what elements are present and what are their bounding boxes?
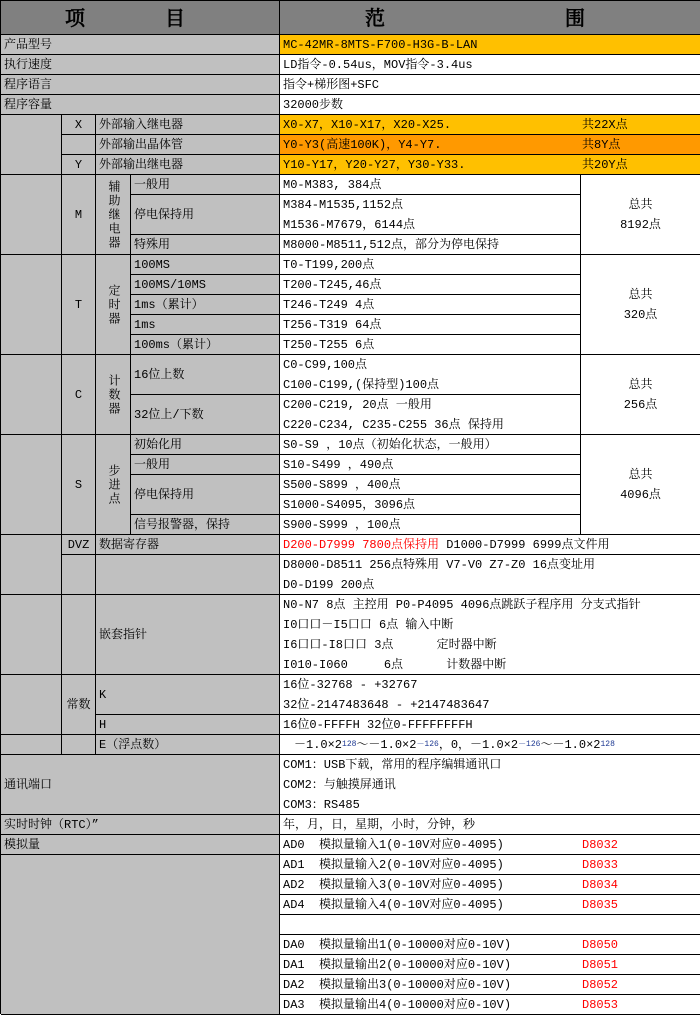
c-group-cell: [1, 355, 62, 435]
t-item-value: T0-T199,200点: [280, 255, 581, 275]
s-item-label: 初始化用: [131, 435, 280, 455]
analog-address: D8032: [582, 837, 619, 852]
header-range: [280, 1, 700, 35]
s-item-label: 信号报警器，保持: [131, 515, 280, 535]
yt-value: [280, 135, 700, 155]
y-total: 共20Y点: [582, 157, 628, 172]
d-value-2: D8000-D8511 256点特殊用 V7-V0 Z7-Z0 16点变址用 D0-D199 200点: [280, 555, 700, 595]
analog-address: D8050: [582, 937, 619, 952]
language-label: 程序语言: [1, 75, 280, 95]
c-group-label: 计数器: [106, 373, 120, 416]
t-group-cell: [1, 255, 62, 355]
io-group-cell: [1, 115, 62, 175]
const-e-label: E（浮点数）: [96, 735, 280, 755]
header-item-label: 项 目: [65, 5, 215, 30]
comm-label: 通讯端口: [1, 755, 280, 815]
analog-label: 模拟量: [1, 835, 280, 855]
t-item-label: 1ms（累计）: [131, 295, 280, 315]
x-code: X: [62, 115, 96, 135]
t-group: [96, 255, 131, 355]
model-label: 产品型号: [1, 35, 280, 55]
y-value: [280, 155, 700, 175]
yt-code: [62, 135, 96, 155]
m-item-value: M0-M383, 384点: [280, 175, 581, 195]
m-group: [96, 175, 131, 255]
const-e-value: －1.0×2 128 ～－1.0×2 －126 ，0，－1.0×2 －126 ～－1.0×2 128: [280, 735, 700, 755]
s-item-label: 一般用: [131, 455, 280, 475]
analog-address: D8033: [582, 857, 619, 872]
const-h-label: H: [96, 715, 280, 735]
c-item-label: 32位上/下数: [131, 395, 280, 435]
header-range-label: 范 围: [365, 5, 615, 30]
pointer-group-cell: [1, 595, 62, 675]
m-item-value: M384-M1535,1152点 M1536-M7679，6144点: [280, 195, 581, 235]
t-item-value: T250-T255 6点: [280, 335, 581, 355]
t-item-label: 100MS: [131, 255, 280, 275]
m-item-label: 特殊用: [131, 235, 280, 255]
analog-address: D8053: [582, 997, 619, 1012]
model-value: MC-42MR-8MTS-F700-H3G-B-LAN: [280, 35, 700, 55]
t-code: T: [62, 255, 96, 355]
d-code: DVZ: [62, 535, 96, 555]
c-item-value: C0-C99,100点 C100-C199,(保持型)100点: [280, 355, 581, 395]
rtc-label: 实时时钟（RTC）”: [1, 815, 280, 835]
const-k-value: 16位-32768 - +32767 32位-2147483648 - +2147483647: [280, 675, 700, 715]
s-item-value: S500-S899 ，400点: [280, 475, 581, 495]
pointer-label: 嵌套指针: [96, 595, 280, 675]
const-e-group-cell: [1, 735, 62, 755]
const-h-value: 16位0-FFFFH 32位0-FFFFFFFFH: [280, 715, 700, 735]
rtc-value: 年，月，日，星期，小时，分钟，秒: [280, 815, 700, 835]
speed-label: 执行速度: [1, 55, 280, 75]
comm-value: COM1：USB下载，常用的程序编辑通讯口 COM2：与触摸屏通讯 COM3：RS485: [280, 755, 700, 815]
m-code: M: [62, 175, 96, 255]
analog-address: D8034: [582, 877, 619, 892]
capacity-label: 程序容量: [1, 95, 280, 115]
analog-row-empty: [280, 915, 700, 935]
c-total: 总共 256点: [581, 355, 700, 435]
analog-row: DA2 模拟量输出3(0-10000对应0-10V) D8052: [280, 975, 700, 995]
t-item-label: 100ms（累计）: [131, 335, 280, 355]
d-label: 数据寄存器: [96, 535, 280, 555]
pointer-value: N0-N7 8点 主控用 P0-P4095 4096点跳跃子程序用 分支式指针 I0口口－I5口口 6点 输入中断 I6口口-I8口口 3点 定时器中断 I010-I060 6点 计数器中断: [280, 595, 700, 675]
s-group-label: 步进点: [106, 463, 120, 506]
analog-address: D8035: [582, 897, 619, 912]
analog-row: DA3 模拟量输出4(0-10000对应0-10V) D8053: [280, 995, 700, 1015]
t-item-value: T246-T249 4点: [280, 295, 581, 315]
analog-row: AD1 模拟量输入2(0-10V对应0-4095) D8033: [280, 855, 700, 875]
const-group-cell: [1, 675, 62, 735]
c-group: [96, 355, 131, 435]
yt-label: 外部输出晶体管: [96, 135, 280, 155]
const-group: 常数: [62, 675, 96, 735]
s-item-value: S0-S9 ，10点（初始化状态，一般用）: [280, 435, 581, 455]
s-item-value: S1000-S4095，3096点: [280, 495, 581, 515]
analog-address: D8051: [582, 957, 619, 972]
s-code: S: [62, 435, 96, 535]
header-item: [1, 1, 280, 35]
x-label: 外部输入继电器: [96, 115, 280, 135]
m-item-value: M8000-M8511,512点，部分为停电保持: [280, 235, 581, 255]
m-group-label: 辅助继电器: [106, 179, 120, 250]
c-code: C: [62, 355, 96, 435]
d-retentive-range: D200-D7999 7800点保持用: [283, 537, 440, 552]
analog-row: DA0 模拟量输出1(0-10000对应0-10V) D8050: [280, 935, 700, 955]
s-group: [96, 435, 131, 535]
t-group-label: 定时器: [106, 283, 120, 326]
x-value: [280, 115, 700, 135]
d-value-1: [280, 535, 700, 555]
y-range: Y10-Y17，Y20-Y27，Y30-Y33.: [283, 157, 466, 172]
x-range: X0-X7，X10-X17，X20-X25.: [283, 117, 452, 132]
analog-label-filler: [1, 855, 280, 1015]
s-item-label: 停电保持用: [131, 475, 280, 515]
speed-value: LD指令-0.54us，MOV指令-3.4us: [280, 55, 700, 75]
s-item-value: S10-S499 ，490点: [280, 455, 581, 475]
s-total: 总共 4096点: [581, 435, 700, 535]
y-label: 外部输出继电器: [96, 155, 280, 175]
t-item-value: T200-T245,46点: [280, 275, 581, 295]
analog-row: AD2 模拟量输入3(0-10V对应0-4095) D8034: [280, 875, 700, 895]
c-item-value: C200-C219, 20点 一般用 C220-C234, C235-C255 36点 保持用: [280, 395, 581, 435]
t-item-label: 1ms: [131, 315, 280, 335]
t-item-label: 100MS/10MS: [131, 275, 280, 295]
yt-total: 共8Y点: [582, 137, 621, 152]
const-k-label: K: [96, 675, 280, 715]
d-sub-code: [62, 555, 96, 595]
pointer-code: [62, 595, 96, 675]
s-item-value: S900-S999 ，100点: [280, 515, 581, 535]
d-group-cell: [1, 535, 62, 595]
m-item-label: 一般用: [131, 175, 280, 195]
analog-address: D8052: [582, 977, 619, 992]
d-sub-label: [96, 555, 280, 595]
analog-row: DA1 模拟量输出2(0-10000对应0-10V) D8051: [280, 955, 700, 975]
x-total: 共22X点: [582, 117, 628, 132]
m-item-label: 停电保持用: [131, 195, 280, 235]
s-group-cell: [1, 435, 62, 535]
const-e-code: [62, 735, 96, 755]
y-code: Y: [62, 155, 96, 175]
t-item-value: T256-T319 64点: [280, 315, 581, 335]
language-value: 指令+梯形图+SFC: [280, 75, 700, 95]
m-total: 总共 8192点: [581, 175, 700, 255]
yt-range: Y0-Y3(高速100K)，Y4-Y7.: [283, 137, 442, 152]
analog-row: AD4 模拟量输入4(0-10V对应0-4095) D8035: [280, 895, 700, 915]
t-total: 总共 320点: [581, 255, 700, 355]
d-file-range: D1000-D7999 6999点文件用: [439, 537, 610, 552]
c-item-label: 16位上数: [131, 355, 280, 395]
capacity-value: 32000步数: [280, 95, 700, 115]
m-group-cell: [1, 175, 62, 255]
analog-row: AD0 模拟量输入1(0-10V对应0-4095) D8032: [280, 835, 700, 855]
